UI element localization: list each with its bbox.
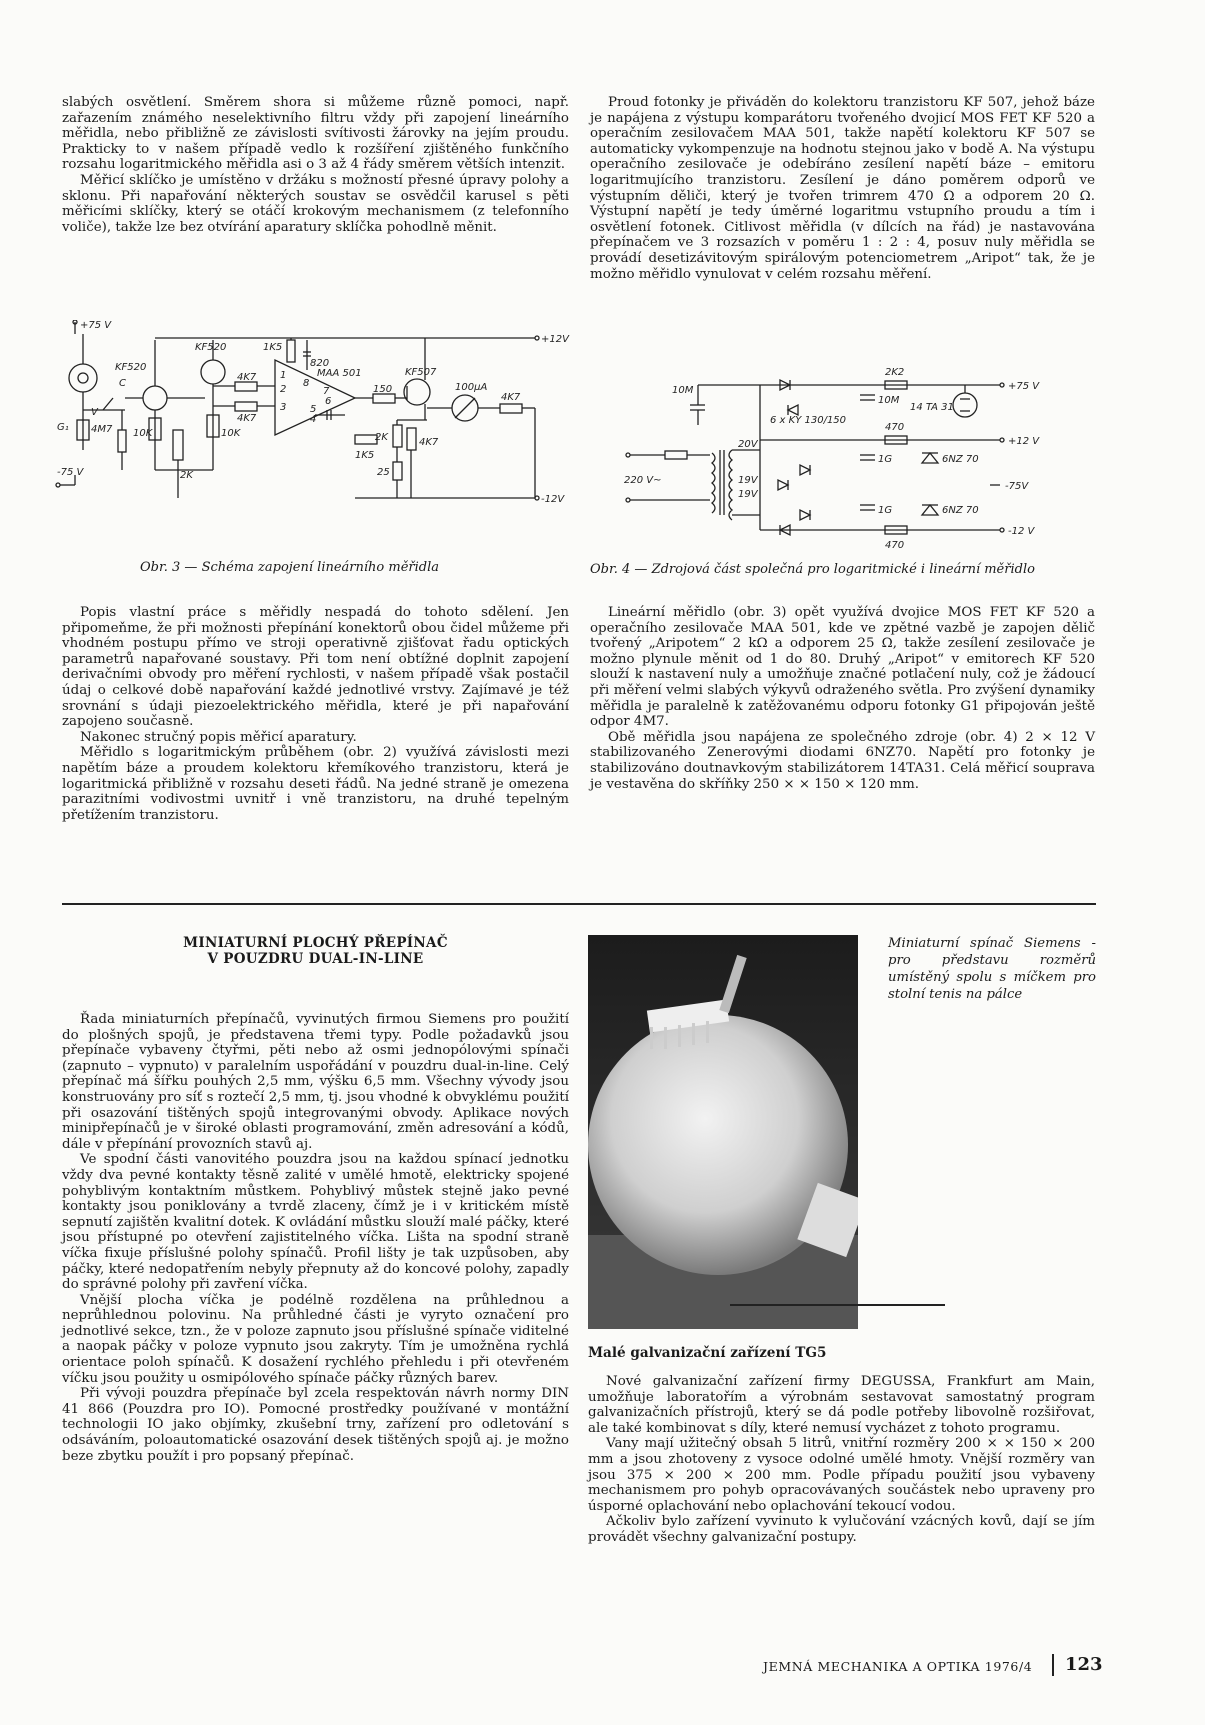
fig4-label-6nz70a: 6NZ 70	[942, 454, 979, 465]
fig4-label-diodes: 6 x KY 130/150	[770, 415, 847, 426]
fig3-label-r1k5a: 1K5	[263, 342, 283, 353]
switch-photo	[588, 935, 858, 1329]
paragraph: Ačkoliv bylo zařízení vyvinuto k vylučování vzácných kovů, dají se jím provádět všechny galvanizační postupy.	[588, 1514, 1095, 1545]
headline-line: V POUZDRU DUAL-IN-LINE	[207, 951, 424, 967]
paragraph: Nové galvanizační zařízení firmy DEGUSSA, Frankfurt am Main, umožňuje laboratořím a výrobnám sestavovat samostatný program galvanizačních přístrojů, který se dá podle potřeby libovolně rozšiřovat, ale také kombinovat s díly, které nemusí vycházet z tohoto programu.	[588, 1374, 1095, 1436]
paragraph: Nakonec stručný popis měřicí aparatury.	[80, 729, 357, 745]
fig3-label-r4k7b: 4K7	[237, 413, 257, 424]
fig3-label-kf520a: KF520	[115, 362, 147, 373]
fig4-label-m12: -12 V	[1008, 526, 1035, 537]
fig3-caption: Obr. 3 — Schéma zapojení lineárního měřidla	[140, 560, 439, 575]
fig3-label-r4k7a: 4K7	[237, 372, 257, 383]
fig3-pin-6: 6	[325, 396, 332, 407]
fig3-label-m75: -75 V	[57, 467, 84, 478]
fig4-label-p12: +12 V	[1008, 436, 1040, 447]
fig3-label-r4k7c: 4K7	[419, 437, 439, 448]
fig3-label-c: C	[119, 378, 126, 389]
top-right-column	[590, 95, 1095, 282]
paragraph: Obě měřidla jsou napájena ze společného zdroje (obr. 4) 2 × 12 V stabilizovaného Zenerovými diodami 6NZ70. Napětí pro fotonky je stabilizováno doutnavkovým stabilizátorem 14TA31. Celá měřicí souprava je vestavěna do skříňky 250 × × 150 × 120 mm.	[590, 729, 1095, 792]
fig4-label-19va: 19V	[738, 475, 758, 486]
fig3-label-kf520b: KF520	[195, 342, 227, 353]
top-left-column	[62, 95, 569, 235]
headline-line: MINIATURNÍ PLOCHÝ PŘEPÍNAČ	[183, 935, 448, 951]
short-divider	[730, 1304, 945, 1306]
paragraph: Lineární měřidlo (obr. 3) opět využívá dvojice MOS FET KF 520 a operačního zesilovače MAA 501, kde ve zpětné vazbě je zapojen dělič tvořený „Aripotem“ 2 kΩ a odporem 25 Ω, takže zesílení zesilovače je možno plynule měnit od 1 do 80. Druhý „Aripot“ v emitorech KF 520 slouží k nastavení nuly a umožňuje značné potlačení nuly, což je žádoucí při měření velmi slabých výkyvů odraženého světla. Pro zvýšení dynamiky měřidla je paralelně k zatěžovanému odporu fotonky G1 připojován ještě odpor 4M7.	[590, 605, 1095, 730]
fig3-label-kf507: KF507	[405, 367, 437, 378]
fig4-label-1gb: 1G	[878, 505, 893, 516]
fig3-label-meter: 100μA	[455, 382, 488, 393]
fig4-label-m75: -75V	[1005, 481, 1029, 492]
fig4-label-1g: 1G	[878, 454, 893, 465]
paragraph: Proud fotonky je přiváděn do kolektoru tranzistoru KF 507, jehož báze je napájena z výstupu komparátoru tvořeného dvojicí MOS FET KF 520 a operačním zesilovačem MAA 501, takže napětí kolektoru KF 507 se automaticky vykompenzuje na hodnotu stejnou jako v bodě A. Na výstupu operačního zesilovače je odebíráno zesílení napětí báze – emitoru logaritmujícího tranzistoru. Zesílení je dáno poměrem odporů ve výstupním děliči, který je tvořen trimrem 470 Ω a odporem 20 Ω. Výstupní napětí je tedy úměrné logaritmu vstupního proudu a tím i osvětlení fotonek. Citlivost měřidla (v dílcích na řád) je nastavována přepínačem ve 3 rozsazích v poměru 1 : 2 : 4, posuv nuly měřidla se provádí desetizávitovým spirálovým potenciometrem „Aripot“ tak, že je možno měřidlo vynulovat v celém rozsahu měření.	[590, 95, 1095, 282]
fig3-label-r150: 150	[373, 384, 393, 395]
fig4-label-470b: 470	[885, 540, 905, 551]
fig4-label-2k2: 2K2	[885, 367, 905, 378]
fig3-label-r2kb: 2K	[375, 432, 388, 443]
paragraph: Vany mají užitečný obsah 5 litrů, vnitřní rozměry 200 × × 150 × 200 mm a jsou zhotoveny z vysoce odolné umělé hmoty. Vnější rozměry van jsou 375 × 200 × 200 mm. Podle případu použití jsou vybaveny mechanismem pro pohyb opracovávaných součástek nebo upraveny pro úsporné oplachování nebo oplachování tekoucí vodou.	[588, 1436, 1095, 1514]
fig3-pin-2: 2	[280, 384, 287, 395]
fig4-label-19vb: 19V	[738, 489, 758, 500]
paragraph: slabých osvětlení. Směrem shora si můžeme různě pomoci, např. zařazením známého neselektivního filtru vždy při zapojení lineárního měřidla, nebo přibližně ze závislosti svítivosti žárovky na jejím proudu. Prakticky to v našem případě vedlo k rozšíření zjištěného funkčního rozsahu logaritmického měřidla asi o 3 až 4 řády směrem větších intenzit.	[62, 95, 569, 173]
fig3-label-r10kb: 10K	[221, 428, 241, 439]
fig3-label-g1: G₁	[57, 422, 69, 433]
mid-left-column	[62, 605, 569, 823]
fig3-label-maa501: MAA 501	[317, 368, 362, 379]
paragraph: Měřidlo s logaritmickým průběhem (obr. 2) využívá závislosti mezi napětím báze a proudem kolektoru křemíkového tranzistoru, která je logaritmická přibližně v rozsahu deseti řádů. Na jedné straně je omezena parazitními vodivostmi uvnitř i vně tranzistoru, na druhé tepelným přetížením tranzistoru.	[62, 745, 569, 823]
fig3-label-r2k: 2K	[180, 470, 193, 481]
fig4-label-mains: 220 V~	[624, 475, 662, 486]
paragraph: Vnější plocha víčka je podélně rozdělena na průhlednou a neprůhlednou polovinu. Na průhledné části je vyryto označení pro jednotlivé sekce, tzn., že v poloze zapnuto jsou příslušné spínače viditelné a naopak páčky v poloze vypnuto jsou zakryty. Tím je umožněna rychlá orientace poloh spínačů. K dosažení rychlého přehledu i při otevřeném víčku jsou použity u osmipólového spínače páčky různých barev.	[62, 1292, 569, 1386]
fig4-label-470a: 470	[885, 422, 905, 433]
fig3-pin-3: 3	[280, 402, 287, 413]
fig4-label-6nz70b: 6NZ 70	[942, 505, 979, 516]
fig3-pin-4: 4	[310, 414, 317, 425]
fig4-schematic	[620, 365, 1095, 555]
paragraph: Ve spodní části vanovitého pouzdra jsou na každou spínací jednotku vždy dva pevné kontakty těsně zalité v umělé hmotě, elektricky spojené pohyblivým kontaktním můstkem. Pohyblivý můstek stejně jako pevné kontakty jsou poniklovány a tvrdě zlaceny, čímž je i v kritickém místě sepnutí zajištěn kvalitní dotek. K ovládání můstku slouží malé páčky, které jsou přístupné po otevření zajistitelného víčka. Lišta na spodní straně víčka fixuje příslušné polohy spínačů. Profil lišty je tak uzpůsoben, aby páčky, které nedopatřením nebyly přepnuty až do koncové polohy, zapadly do správné polohy při zavření víčka.	[62, 1152, 569, 1293]
article-headline	[62, 935, 569, 967]
journal-footer: JEMNÁ MECHANIKA A OPTIKA 1976/4	[763, 1659, 1033, 1674]
fig4-label-20v: 20V	[738, 439, 758, 450]
fig3-label-r4k7d: 4K7	[501, 392, 521, 403]
fig3-label-p12: +12V	[541, 334, 569, 345]
article3-headline: Malé galvanizační zařízení TG5	[588, 1345, 827, 1361]
fig3-pin-1: 1	[280, 370, 287, 381]
paragraph: Při vývoji pouzdra přepínače byl zcela respektován návrh normy DIN 41 866 (Pouzdra pro IO). Pomocné prostředky používané v montážní technologii IO jako objímky, zkušební trny, zařízení pro odletování s odsáváním, poloautomatické osazování desek tištěných spojů aj. je možno beze zbytku použít i pro popsaný přepínač.	[62, 1386, 569, 1464]
paragraph: Měřicí sklíčko je umístěno v držáku s možností přesné úpravy polohy a sklonu. Při napařování některých soustav se osvědčil karusel s pěti měřicími sklíčky, který se otáčí krokovým mechanismem (z telefonního voliče), takže lze bez otvírání aparatury sklíčka pohodlně měnit.	[62, 172, 569, 235]
fig4-label-ta31: 14 TA 31	[910, 402, 954, 413]
mid-right-column	[590, 605, 1095, 792]
paragraph: Řada miniaturních přepínačů, vyvinutých firmou Siemens pro použití do plošných spojů, je představena třemi typy. Podle požadavků jsou přepínače vybaveny čtyřmi, pěti nebo až osmi jednopólovými spínači (zapnuto – vypnuto) v paralelním uspořádání v pouzdru dual-in-line. Celý přepínač má šířku pouhých 2,5 mm, výšku 6,5 mm. Všechny vývody jsou konstruovány pro síť s roztečí 2,5 mm, tj. jsou vhodné k obvyklému použití při osazování tištěných spojů integrovanými obvody. Aplikace nových minipřepínačů je v široké oblasti programování, změn adresování a kódů, dále v přepínání provozních stavů aj.	[62, 1012, 569, 1152]
fig3-label-r25: 25	[377, 467, 390, 478]
fig4-caption: Obr. 4 — Zdrojová část společná pro logaritmické i lineární měřidlo	[590, 562, 1035, 577]
fig3-schematic	[55, 320, 575, 550]
fig4-label-p75: +75 V	[1008, 381, 1040, 392]
article-body	[62, 1012, 569, 1464]
paragraph: Popis vlastní práce s měřidly nespadá do tohoto sdělení. Jen připomeňme, že při možnosti přepínání konektorů obou čidel můžeme při vhodném postupu přímo ve stroji operativně zjišťovat řadu optických parametrů napařované soustavy. Při tom není obtížné doplnit zapojení derivačními obvody pro měření rychlosti, v našem případě však postačil údaj o celkové době napařování každé jednotlivé vrstvy. Zajímavé je též srovnání s údaji piezoelektrického měřidla, které je při napařování zapojeno současně.	[62, 605, 569, 730]
fig3-label-r10ka: 10K	[133, 428, 153, 439]
page-number: 123	[1065, 1654, 1103, 1675]
fig3-label-v75: +75 V	[80, 320, 112, 331]
fig3-label-r4m7: 4M7	[91, 424, 113, 435]
fig3-pin-5: 5	[310, 404, 317, 415]
section-divider	[62, 903, 1096, 905]
fig4-label-c10m2: 10M	[878, 395, 900, 406]
fig4-label-c10m: 10M	[672, 385, 694, 396]
photo-image	[588, 935, 858, 1329]
fig3-label-m12: -12V	[541, 494, 565, 505]
article3-body	[588, 1374, 1095, 1546]
photo-caption: Miniaturní spínač Siemens - pro představu rozměrů umístěný spolu s míčkem pro stolní tenis na pálce	[888, 936, 1096, 1002]
fig3-pin-7: 7	[323, 386, 330, 397]
fig3-label-v: V	[91, 407, 98, 418]
fig3-label-r1k5b: 1K5	[355, 450, 375, 461]
fig3-pin-8: 8	[303, 378, 310, 389]
fig3-label-c820: 820	[310, 358, 330, 369]
footer-separator	[1052, 1654, 1054, 1676]
